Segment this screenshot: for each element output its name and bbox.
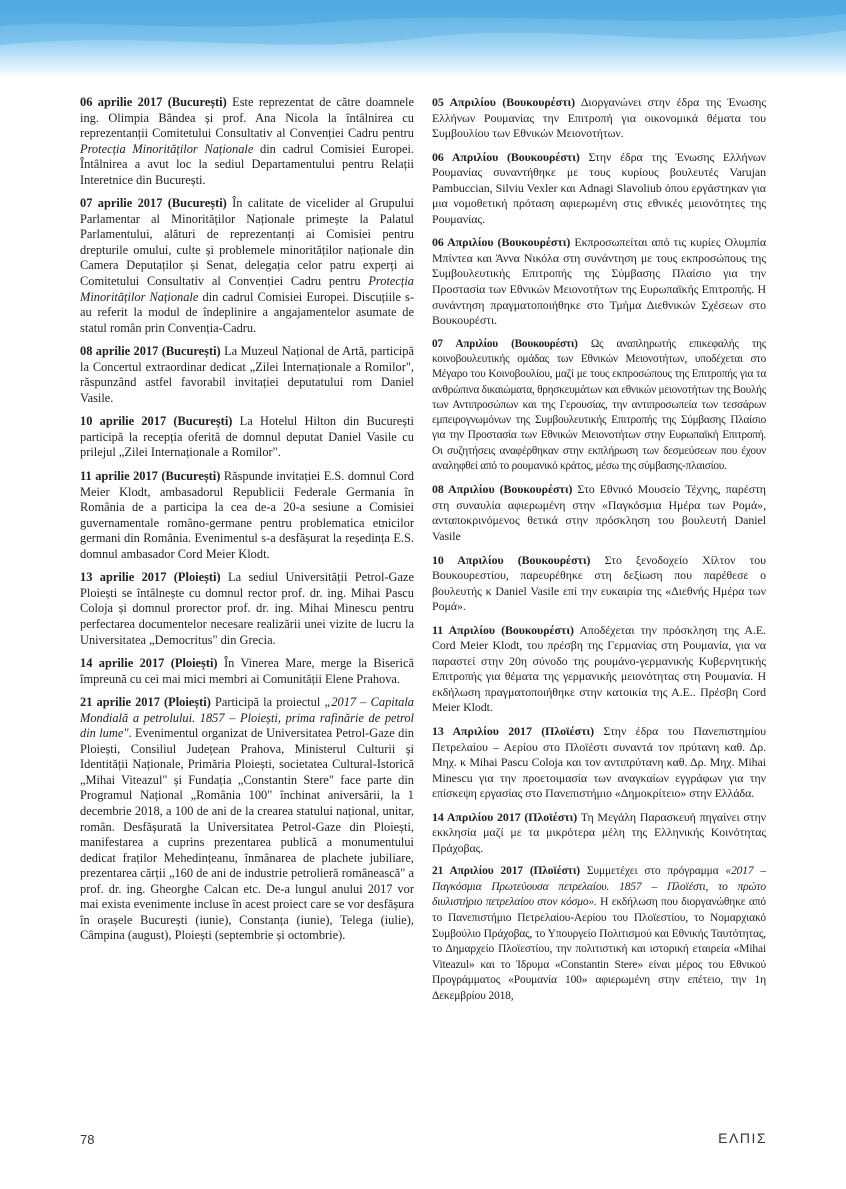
header-wave-decoration xyxy=(0,0,846,78)
entry-text: Εκπροσωπείται από τις κυρίες Ολυμπία Μπίντεα και Άννα Νικόλα στη συνάντηση με τους εκπροσώπους της Συμβουλευτικής Επιτροπής της Σύμβασης Πλαίσιο για την Προστασία των Εθνικών Μειονοτήτων της Ευρωπαϊκής Επιτροπής. Η συνάντηση πραγματοποιήθηκε στο Τμήμα Διεθνικών Σχέσεων στο Βουκουρέστι. xyxy=(432,235,767,328)
entry-text: În Vinerea Mare, merge la Biserică împreună cu cei mai mici membri ai Comunității Elene Prahova. xyxy=(80,656,414,686)
entry-date: 11 aprilie 2017 (București) xyxy=(80,469,221,484)
entry-text: Στην έδρα της Ένωσης Ελλήνων Ρουμανίας συναντήθηκε με τους κυρίους βουλευτές Varujan Pambuccian, Silviu Vexler και Adnagi Slavoliub όπου εργάστηκαν για μια νομοθετική πρόταση αφιερωμένη στις εθνικές μειονότητες της Ρουμανίας. xyxy=(432,149,767,226)
magazine-title: ΕΛΠΙΣ xyxy=(718,1130,767,1146)
entry-text: La Hotelul Hilton din București participă la recepția oferită de domnul deputat Daniel Vasile cu prilejul „Zilei Internaționale a Romilor". xyxy=(80,414,414,460)
header-band xyxy=(0,0,846,78)
entry-text: Răspunde invitației E.S. domnul Cord Meier Klodt, ambasadorul Republicii Federale Germania în România de a participa la cea de-a 20-a sesiune a Comisiei guvernamentale româno-germane pentru problematica etnicilor germani din România. Evenimentul s-a desfășurat la reședința E.S. domnul ambasador Cord Meier Klodt. xyxy=(80,469,414,561)
page-number: 78 xyxy=(80,1132,95,1147)
entry-text: Στο ξενοδοχείο Χίλτον του Βουκουρεστίου, παρευρέθηκε στη δεξίωση που παρέθεσε ο βουλευτής κ Daniel Vasile επί την ευκαιρία της «Διεθνής Ημέρα των Ρομά». xyxy=(432,552,766,614)
entry-tail: din cadrul Comisiei Europei. Discuțiile s-au referit la modul de îndeplinire a angajamentelor asumate de statul român prin Convenția-Cadru. xyxy=(80,289,415,335)
entry-ro-2 xyxy=(80,344,414,406)
entry-italic: «2017 – Παγκόσμια Πρωτεύουσα πετρελαίου. 1857 – Πλοϊέστι, το πρώτο διυλιστήριο πετρελαίου στον κόσμο». xyxy=(432,865,767,909)
entry-tail: Η εκδήλωση που διοργανώθηκε από το Πανεπιστήμιο Πετρελαίου-Αερίου του Πλοϊεστίου, το Νομαρχιακό Συμβούλιο Πράχοβας, το Υπουργείο Πολιτισμού και Εθνικής Ταυτότητας, το Δημαρχείο Πλοϊεστίου, την πολιτιστική και ιστορική εταιρεία «Mihai Viteazul» και το Ίδρυμα «Constantin Stere» είναι μέρος του Εθνικού Προγράμματος «Ρουμανία 100» αφιερωμένη στην επέτειο, την 1η Δεκεμβρίου 2018, xyxy=(432,896,766,1002)
entry-tail: din cadrul Comisiei Europei. Întâlnirea a avut loc la sediul Departamentului pentru Relații Interetnice din București. xyxy=(80,141,414,187)
entry-italic: Protecția Minorităților Naționale xyxy=(80,274,414,304)
entry-gr-3 xyxy=(432,337,766,475)
entry-date: 14 Απριλίου 2017 (Πλοϊέστι) xyxy=(432,809,578,824)
entry-text: Participă la proiectul xyxy=(210,695,325,710)
entry-text: Στο Εθνικό Μουσείο Τέχνης, παρέστη στη συναυλία αφιερωμένη στην «Παγκόσμια Ημέρα των Ρομά», ανταποκρινόμενος θετικά στην πρόσκληση του βουλευτή Daniel Vasile xyxy=(432,482,766,543)
entry-ro-1 xyxy=(80,196,414,336)
entry-date: 05 Απριλίου (Βουκουρέστι) xyxy=(432,95,576,109)
entry-date: 07 aprilie 2017 (București) xyxy=(80,196,227,211)
entry-text: Διοργανώνει στην έδρα της Ένωσης Ελλήνων Ρουμανίας την Επιτροπή για οικονομικά θέματα του Συμβουλίου των Εθνικών Μειονοτήτων. xyxy=(432,95,767,141)
entry-date: 13 aprilie 2017 (Ploiești) xyxy=(80,570,221,585)
entry-text: Στην έδρα του Πανεπιστημίου Πετρελαίου – Αερίου στο Πλοϊέστι συναντά τον πρύτανη καθ. Δρ. Μηχ. κ Mihai Pascu Coloja και τον αντιπρύτανη καθ. Δρ. Μηχ. Mihai Minescu για την προετοιμασία των αναγκαίων εγγράφων για την επίσκεψη εργασίας στο Πανεπιστήμιο «Δημοκρίτειο» στην Ελλάδα. xyxy=(432,723,766,801)
entry-date: 08 Απριλίου (Βουκουρέστι) xyxy=(432,482,573,497)
entry-gr-7 xyxy=(432,724,766,802)
entry-date: 08 aprilie 2017 (București) xyxy=(80,344,221,359)
entry-gr-4 xyxy=(432,482,766,544)
entry-gr-8 xyxy=(432,810,766,857)
entry-ro-6 xyxy=(80,656,414,687)
entry-text: La Muzeul Național de Artă, participă la Concertul extraordinar dedicat „Zilei Internaționale a Romilor", răspunzând astfel favorabil invitației deputatului rom Daniel Vasile. xyxy=(80,344,415,405)
entry-gr-1 xyxy=(432,150,766,228)
entry-ro-5 xyxy=(80,570,414,648)
entry-gr-0 xyxy=(432,95,766,142)
entry-text: Ως αναπληρωτής επικεφαλής της κοινοβουλευτικής ομάδας των Εθνικών Μειονοτήτων, υποδέχεται στο Μέγαρο του Κοινοβουλίου, μαζί με τους εκπροσώπους της Επιτροπής για τα ανθρώπινα δικαιώματα, θρησκευμάτων και εθνικών μειονοτήτων της Βουλής των Αντιπροσώπων και της Γερουσίας, την αντιπροσωπεία των τεσσάρων εμπειρογνωμόνων της Συμβουλευτικής Επιτροπής της Σύμβασης Πλαίσιο για την Προστασία των Εθνικών Μειονοτήτων στην Ευρωπαϊκή Επιτροπή. Οι συζητήσεις αναφέρθηκαν στην εκπλήρωση των δεσμεύσεων που έχουν αναληφθεί από το ρουμανικό κράτος, μέσω της σύμβασης-πλαισίου. xyxy=(432,337,767,473)
entry-italic: „2017 – Capitala Mondială a petrolului. 1857 – Ploiești, prima rafinărie de petrol din lume" xyxy=(80,695,414,741)
entry-text: Este reprezentat de către doamnele ing. Olimpia Bândea și prof. Ana Nicola la întâlnirea cu reprezentanții Comitetului Consultativ al Convenției Cadru pentru xyxy=(80,95,414,141)
entry-gr-9 xyxy=(432,864,766,1004)
entry-ro-0 xyxy=(80,95,414,188)
entry-tail: . Evenimentul organizat de Universitatea Petrol-Gaze din Ploiești, Consiliul Județean Prahova, Ministerul Culturii și Identității Naționale, Primăria Ploiești, societatea Cultural-Istorică „Mihai Viteazul" și Fundația „Constantin Stere" face parte din Programul Național „România 100" închinat aniversării, la 1 decembrie 2018, a 100 de ani de la crearea statului național, unitar, român. Desfășurată la Universitatea Petrol-Gaze din Ploiești, manifestarea a cuprins prezentarea publică a monumentului dedicat fraților Mehedințeanu, înmânarea de plachete jubiliare, prezentarea cărții „160 de ani de industrie petrolieră românească" a prof. dr. ing. Gheorghe Calcan etc. De-a lungul anului 2017 vor mai exista evenimente incluse în acest proiect care se vor desfășura în orașele București (iunie), Constanța (iunie), Telega (iulie), Câmpina (august), Ploiești (septembrie și octombrie). xyxy=(80,726,414,943)
entry-text: Αποδέχεται την πρόσκληση της Α.Ε. Cord Meier Klodt, του πρέσβη της Γερμανίας στη Ρουμανία, για να παραστεί στην 20η σύνοδο της ρουμάνο-γερμανικής Κυβερνητικής Επιτροπής για θέματα της γερμανικής μειονότητας στη Ρουμανία. Η εκδήλωση πραγματοποιήθηκε στην κατοικία της Α.Ε.. Πρέσβη Cord Meier Klodt. xyxy=(432,622,766,715)
right-column-greek xyxy=(432,95,766,1012)
entry-date: 07 Απριλίου (Βουκουρέστι) xyxy=(432,337,578,350)
entry-date: 21 Απριλίου 2017 (Πλοϊέστι) xyxy=(432,865,580,878)
entry-ro-7 xyxy=(80,695,414,944)
entry-date: 06 Απριλίου (Βουκουρέστι) xyxy=(432,235,571,250)
entry-italic: Protecția Minorităților Naționale xyxy=(80,141,254,156)
left-column-romanian xyxy=(80,95,414,952)
entry-text: Συμμετέχει στο πρόγραμμα xyxy=(579,865,726,878)
entry-date: 10 aprilie 2017 (București) xyxy=(80,414,233,429)
entry-date: 06 aprilie 2017 (București) xyxy=(80,95,227,109)
entry-date: 21 aprilie 2017 (Ploiești) xyxy=(80,695,211,710)
entry-date: 13 Απριλίου 2017 (Πλοϊέστι) xyxy=(432,723,595,738)
entry-ro-4 xyxy=(80,469,414,562)
entry-date: 14 aprilie 2017 (Ploiești) xyxy=(80,656,218,671)
entry-gr-5 xyxy=(432,553,766,615)
entry-text: În calitate de vicelider al Grupului Parlamentar al Minorităților Naționale primește la Palatul Parlamentului, alături de reprezentanți ai Comisiei pentru drepturile omului, culte și problemele minorităților naționale din Camera Deputaților și Senat, delegația celor patru experți ai Comitetului Consultativ al Convenției Cadru pentru xyxy=(80,196,414,289)
entry-gr-6 xyxy=(432,623,766,716)
entry-text: La sediul Universității Petrol-Gaze Ploiești se întâlnește cu domnul rector prof. dr. ing. Mihai Pascu Coloja și domnul prorector prof. dr. ing. Mihai Minescu pentru perfectarea documentelor necesare realizării unei vizite de lucru la Universitatea „Democritus" din Grecia. xyxy=(80,570,414,647)
entry-date: 06 Απριλίου (Βουκουρέστι) xyxy=(432,149,580,164)
entry-text: Τη Μεγάλη Παρασκευή πηγαίνει στην εκκλησία μαζί με τα μικρότερα μέλη της Ελληνικής Κοινότητας Πράχοβας. xyxy=(432,809,766,855)
entry-gr-2 xyxy=(432,235,766,328)
entry-date: 11 Απριλίου (Βουκουρέστι) xyxy=(432,622,574,637)
entry-date: 10 Απριλίου (Βουκουρέστι) xyxy=(432,552,591,567)
entry-ro-3 xyxy=(80,414,414,461)
